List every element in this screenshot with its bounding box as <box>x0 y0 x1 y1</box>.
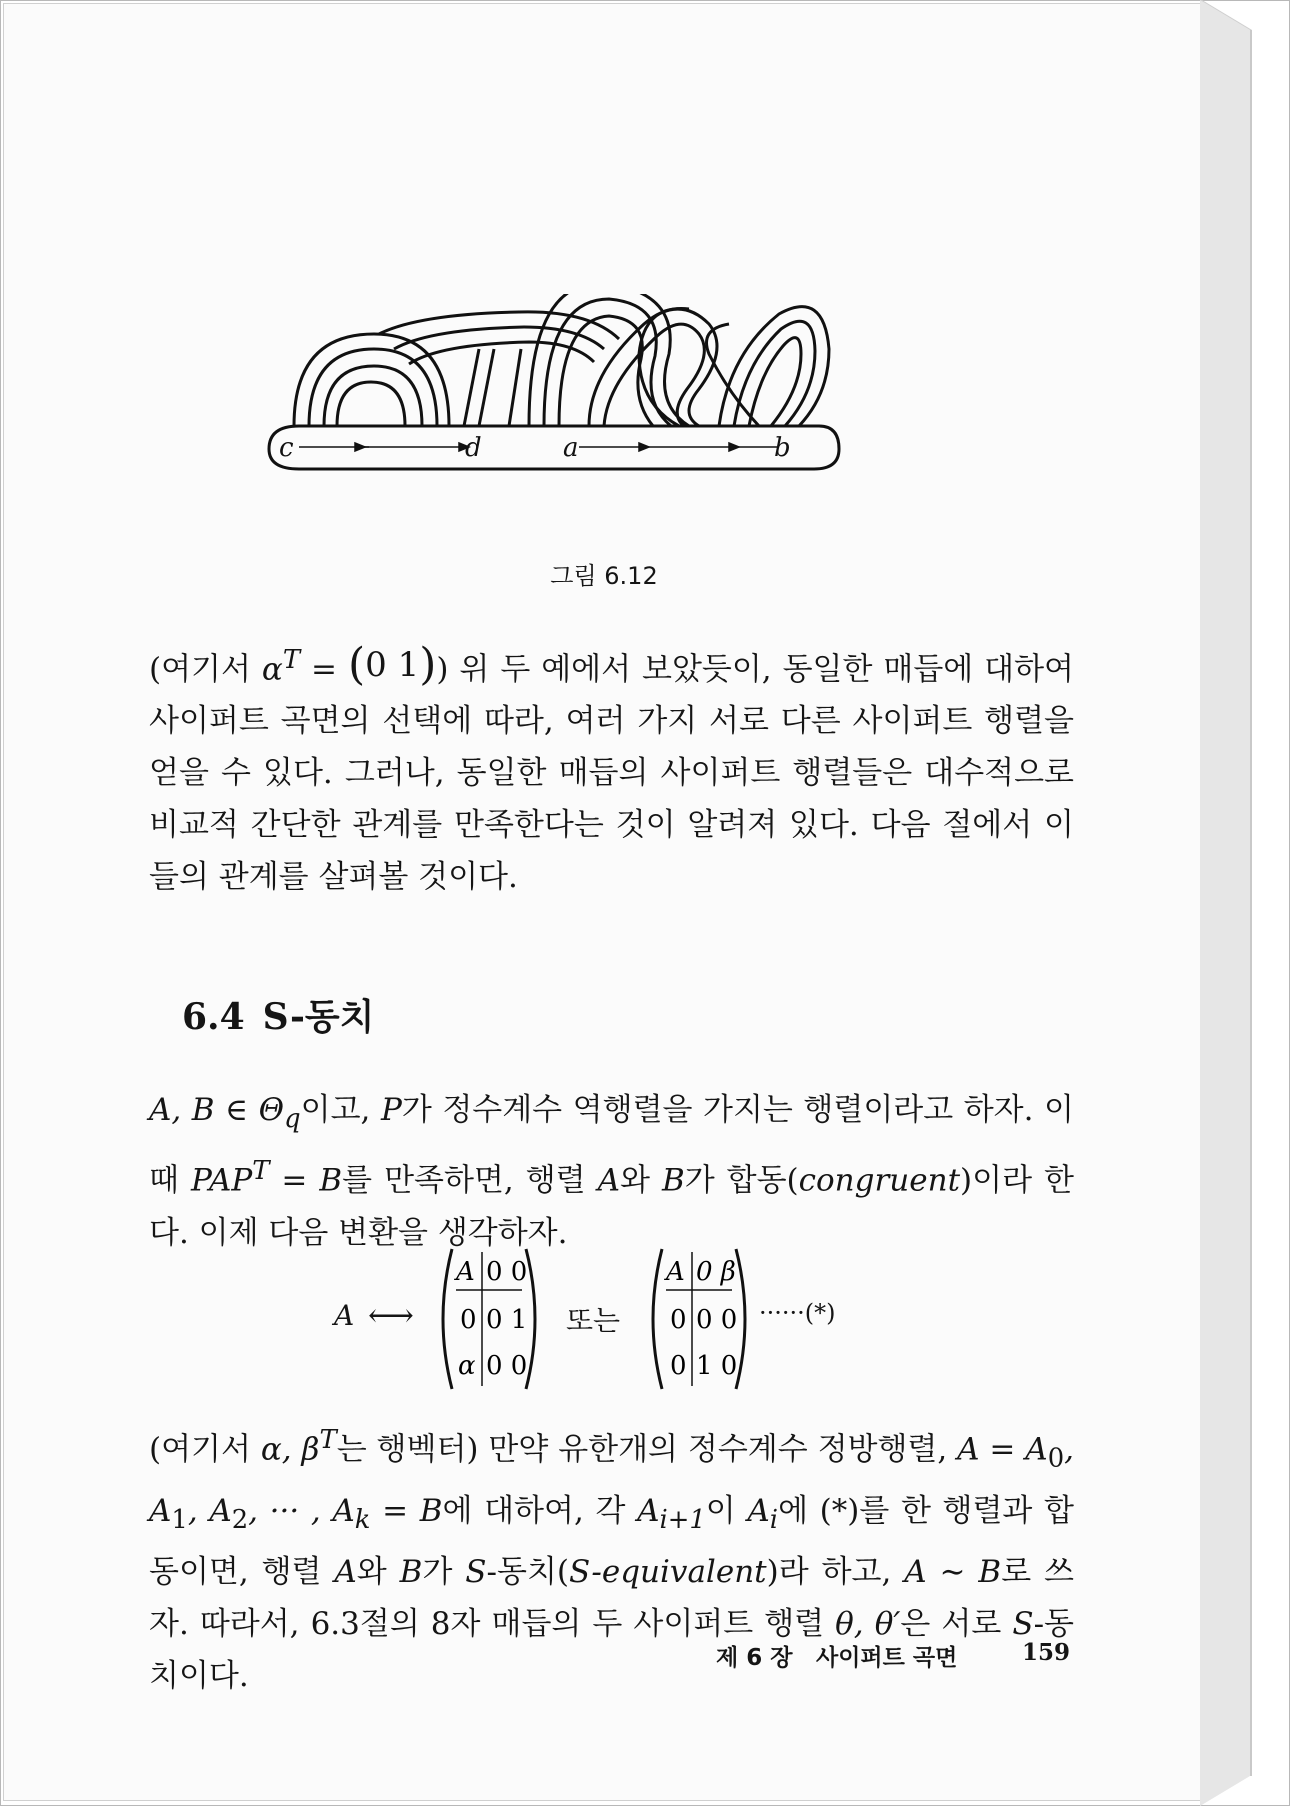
svg-text:0: 0 <box>460 1305 477 1335</box>
svg-text:0 0: 0 0 <box>696 1305 738 1335</box>
section-title: S-동치 <box>262 996 375 1038</box>
svg-text:0: 0 <box>670 1305 687 1335</box>
eqn-or: 또는 <box>566 1304 621 1337</box>
running-footer-title: 사이퍼트 곡면 <box>816 1645 958 1671</box>
knot-figure <box>259 294 979 554</box>
label-b: b <box>774 433 791 463</box>
figure-caption: 그림 6.12 <box>550 562 658 590</box>
svg-text:0 0: 0 0 <box>486 1257 528 1287</box>
paragraph-3: (여기서 α, $\beta^T$는 행벡터) 만약 유한개의 정수계수 정방행렬, $A = A_0$, $A_1$, $A_2$, ··· , $A_k = B$에 대하여, 각 $A_{i+1}$이 $A_i$에 (*)를 한 행렬과 합동이면, 행렬 A와 B가 S-동치(S-equivalent)라 하고, A ∼ B로 쓰자. 따라서, 6.3절의 8자 매듭의 두 사이퍼트 행렬 θ, θ′은 서로 S-동치이다. <box>149 1425 1075 1694</box>
row-vector: ( 0 1 ) <box>347 639 437 691</box>
label-c: c <box>279 433 294 463</box>
svg-text:0 β: 0 β <box>696 1257 736 1287</box>
section-number: 6.4 <box>182 996 245 1038</box>
svg-text:A: A <box>456 1257 475 1287</box>
eqn-tag: ······(*) <box>759 1299 836 1327</box>
svg-text:α: α <box>458 1351 476 1381</box>
eqn-arrow: ⟷ <box>368 1296 414 1334</box>
book-page <box>4 4 1202 1800</box>
eqn-lhs: A <box>334 1299 355 1332</box>
paragraph-1: (여기서 $\alpha^T$ = ( 0 1 ) ) 위 두 예에서 보았듯이, 동일한 매듭에 대하여 사이퍼트 곡면의 선택에 따라, 여러 가지 서로 다른 사이퍼트 행렬을 얻을 수 있다. 그러나, 동일한 매듭의 사이퍼트 행렬들은 대수적으로 비교적 간단한 관계를 만족한다는 것이 알려져 있다. 다음 절에서 이들의 관계를 살펴볼 것이다. <box>149 639 1075 896</box>
section-heading <box>182 989 374 1040</box>
svg-text:0 1: 0 1 <box>486 1305 528 1335</box>
label-d: d <box>465 433 482 463</box>
matrix-1 <box>434 1244 544 1394</box>
book-side-edge <box>1200 0 1290 1806</box>
page-number: 159 <box>1022 1639 1071 1666</box>
svg-text:0 0: 0 0 <box>486 1351 528 1381</box>
paragraph-2: A, B ∈ $\Theta_q$이고, P가 정수계수 역행렬을 가지는 행렬이라고 하자. 이때 $PAP^T = B$를 만족하면, 행렬 A와 B가 합동(congruent)이라 한다. 이제 다음 변환을 생각하자. <box>149 1092 1074 1251</box>
matrix-2 <box>644 1244 754 1394</box>
svg-text:A: A <box>666 1257 685 1287</box>
label-a: a <box>563 433 579 463</box>
display-equation <box>334 1244 894 1394</box>
svg-text:1 0: 1 0 <box>696 1351 738 1381</box>
running-footer-chapter: 제 6 장 <box>716 1645 793 1671</box>
svg-text:0: 0 <box>670 1351 687 1381</box>
